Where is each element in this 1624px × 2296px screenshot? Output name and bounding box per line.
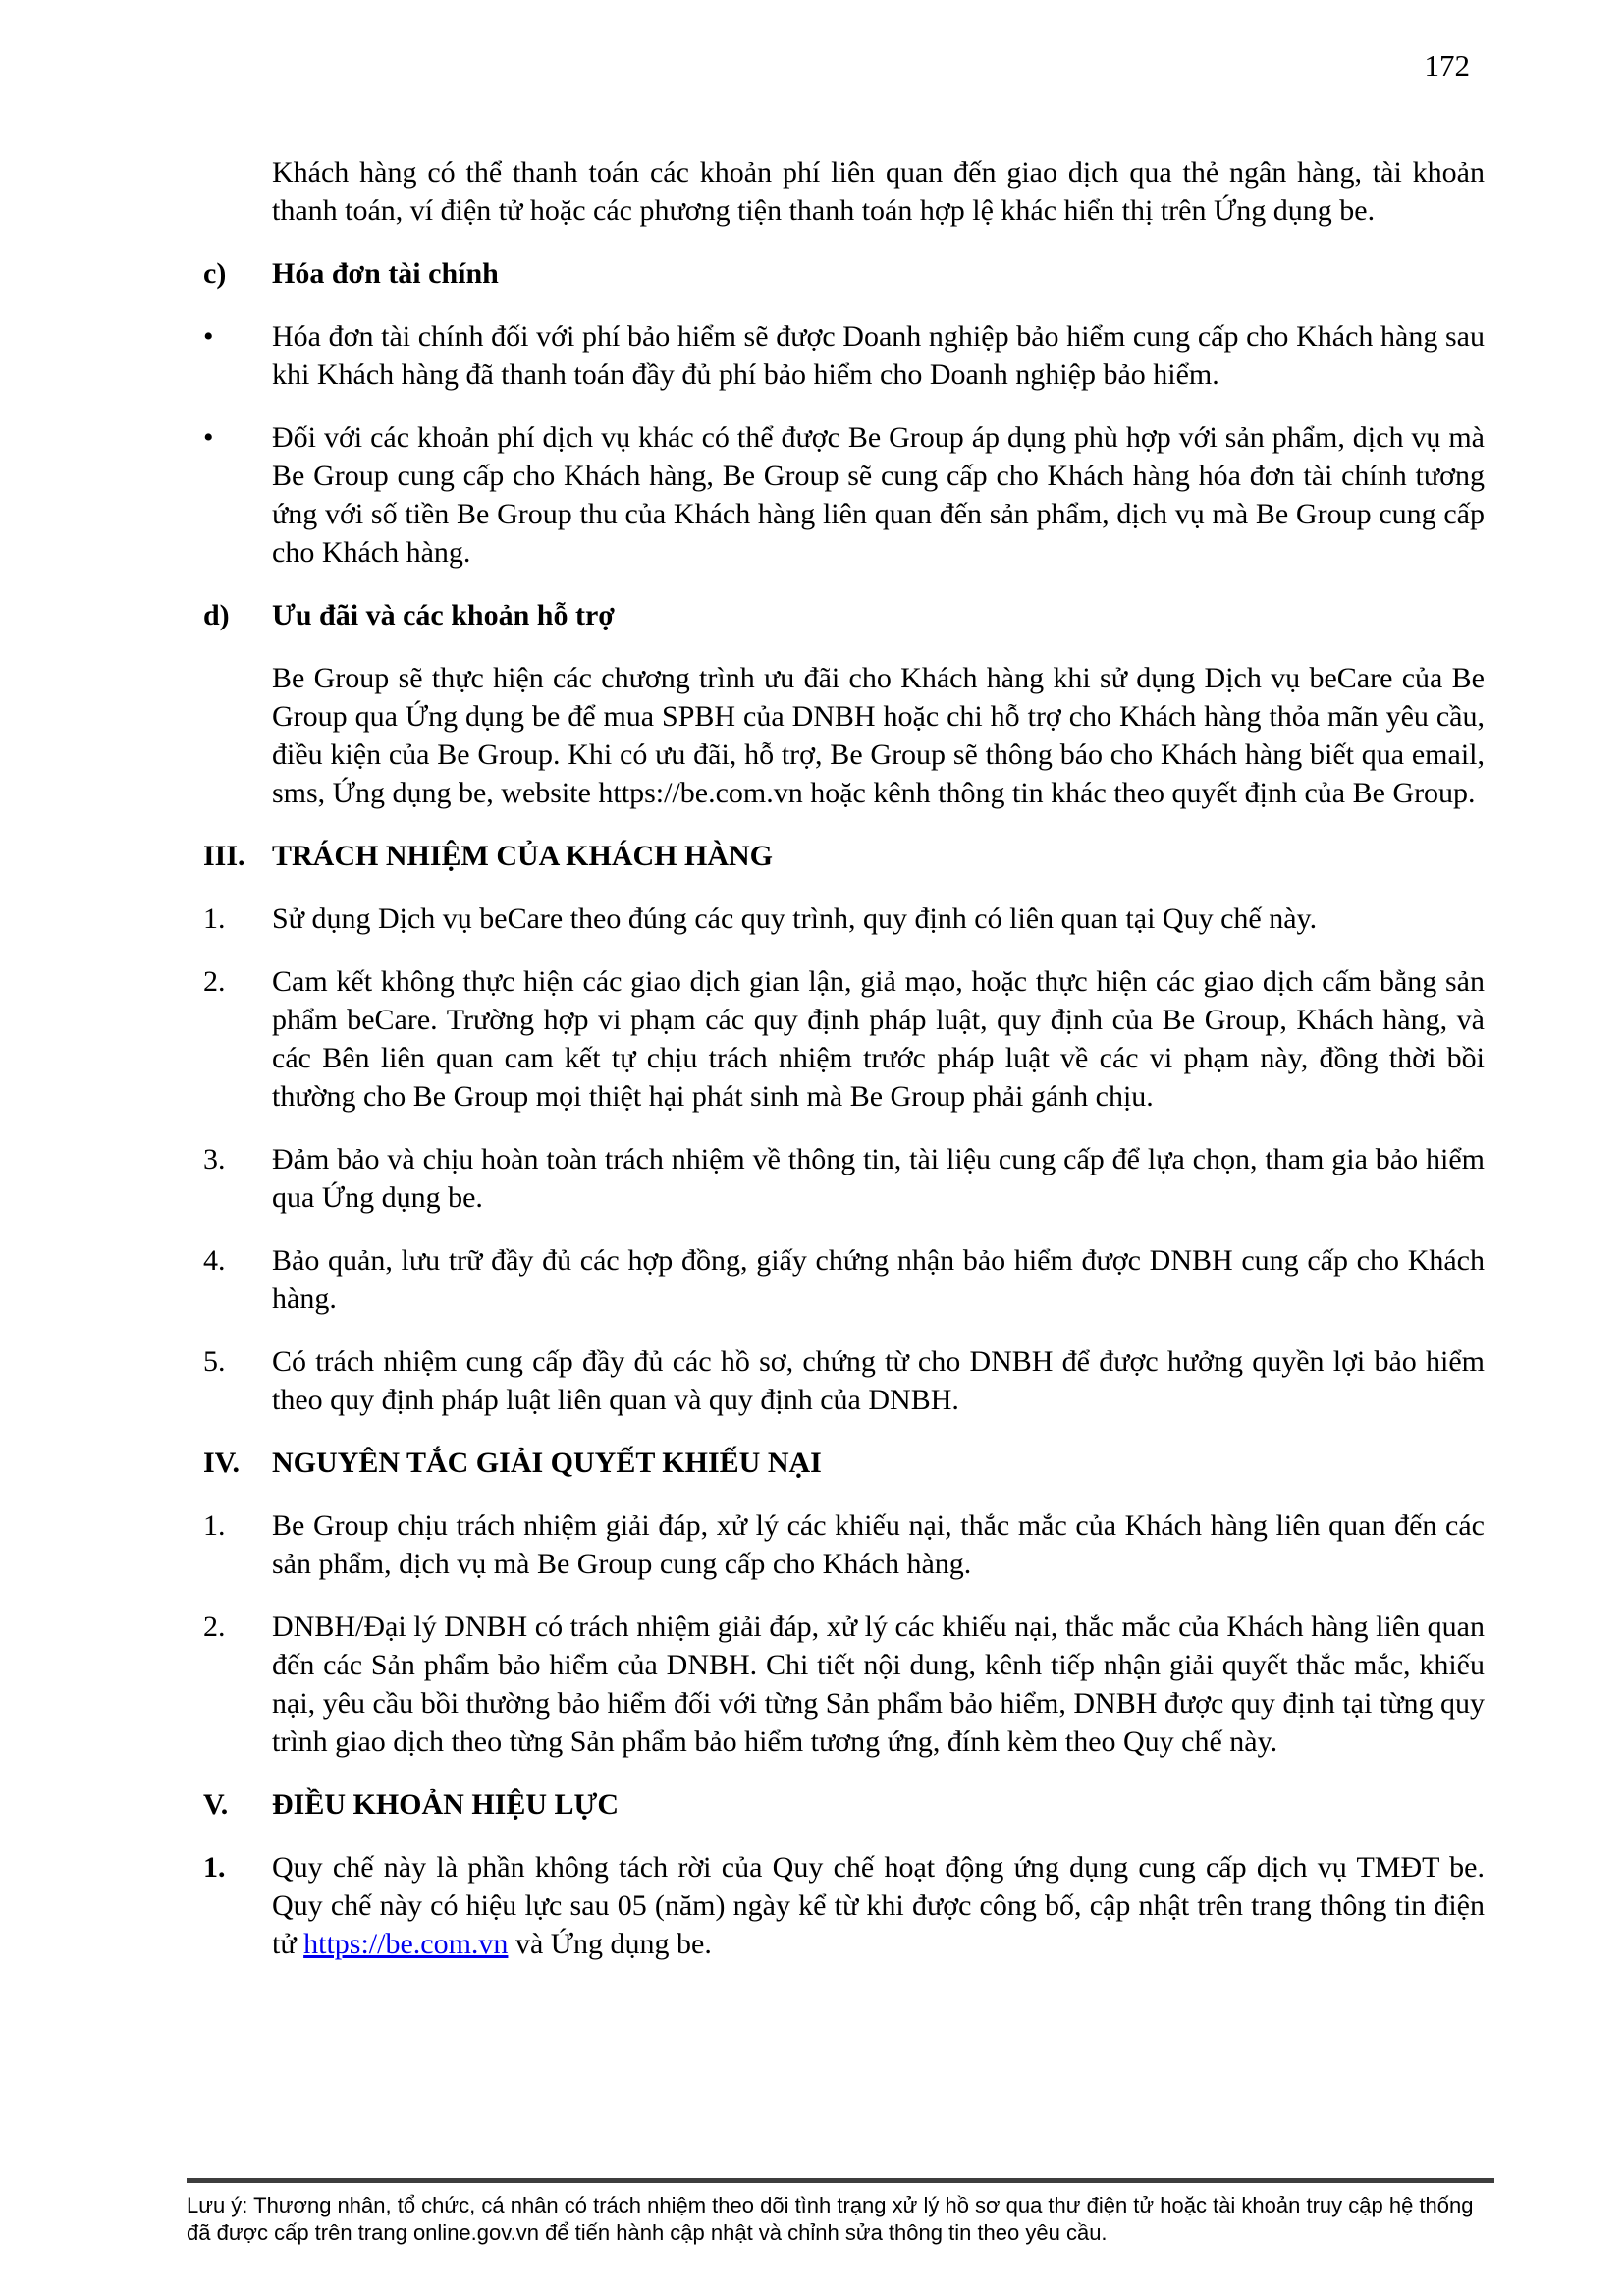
document-content xyxy=(203,153,1485,1988)
heading-section-4 xyxy=(203,1444,1485,1482)
heading-section-3-label: III. xyxy=(203,840,245,872)
list-item-text: Cam kết không thực hiện các giao dịch gian lận, giả mạo, hoặc thực hiện các giao dịch cấm bằng sản phẩm beCare. Trường hợp vi phạm các quy định pháp luật, quy định của Be Group, Khách hàng, và các Bên liên quan cam kết tự chịu trách nhiệm trước pháp luật về các vi phạm này, đồng thời bồi thường cho Be Group mọi thiệt hại phát sinh mà Be Group phải gánh chịu. xyxy=(272,965,1485,1113)
bullet-icon: • xyxy=(203,320,214,353)
paragraph-d: Be Group sẽ thực hiện các chương trình ưu đãi cho Khách hàng khi sử dụng Dịch vụ beCare của Be Group qua Ứng dụng be để mua SPBH của DNBH hoặc chi hỗ trợ cho Khách hàng thỏa mãn yêu cầu, điều kiện của Be Group. Khi có ưu đãi, hỗ trợ, Be Group sẽ thông báo cho Khách hàng biết qua email, sms, Ứng dụng be, website https://be.com.vn hoặc kênh thông tin khác theo quyết định của Be Group. xyxy=(272,662,1485,809)
list-item-number: 2. xyxy=(203,1611,226,1643)
bullet-icon: • xyxy=(203,421,214,454)
list-item-text xyxy=(272,1848,1485,1963)
list-item-s3-2 xyxy=(203,962,1485,1116)
be-com-vn-link[interactable]: https://be.com.vn xyxy=(303,1928,509,1960)
heading-section-5-label: V. xyxy=(203,1788,229,1821)
list-item-text-after: và Ứng dụng be. xyxy=(508,1928,712,1960)
bullet-item-1 xyxy=(203,317,1485,394)
list-item-s3-1 xyxy=(203,900,1485,938)
list-item-number: 4. xyxy=(203,1244,226,1277)
list-item-text-before: Quy chế này là phần không tách rời của Quy chế hoạt động ứng dụng cung cấp dịch vụ TMĐT be. Quy chế này có hiệu lực sau 05 (năm) ngày kể từ khi được công bố, cập nhật trên trang thông tin điện tử xyxy=(272,1851,1485,1960)
list-item-text: Be Group chịu trách nhiệm giải đáp, xử lý các khiếu nại, thắc mắc của Khách hàng liên quan đến các sản phẩm, dịch vụ mà Be Group cung cấp cho Khách hàng. xyxy=(272,1509,1485,1580)
list-item-s3-4 xyxy=(203,1241,1485,1318)
heading-section-3-title: TRÁCH NHIỆM CỦA KHÁCH HÀNG xyxy=(272,840,774,872)
list-item-text: DNBH/Đại lý DNBH có trách nhiệm giải đáp, xử lý các khiếu nại, thắc mắc của Khách hàng liên quan đến các Sản phẩm bảo hiểm của DNBH. Chi tiết nội dung, kênh tiếp nhận giải quyết thắc mắc, khiếu nại, yêu cầu bồi thường bảo hiểm đối với từng Sản phẩm bảo hiểm, DNBH được quy định tại từng quy trình giao dịch theo từng Sản phẩm bảo hiểm tương ứng, đính kèm theo Quy chế này. xyxy=(272,1611,1485,1758)
bullet-item-1-text: Hóa đơn tài chính đối với phí bảo hiểm sẽ được Doanh nghiệp bảo hiểm cung cấp cho Khách hàng sau khi Khách hàng đã thanh toán đầy đủ phí bảo hiểm cho Doanh nghiệp bảo hiểm. xyxy=(272,320,1485,391)
list-item-s4-1 xyxy=(203,1506,1485,1583)
list-item-s3-5 xyxy=(203,1342,1485,1419)
list-item-number: 3. xyxy=(203,1143,226,1175)
footer-note: Lưu ý: Thương nhân, tổ chức, cá nhân có trách nhiệm theo dõi tình trạng xử lý hồ sơ qua thư điện tử hoặc tài khoản truy cập hệ thống đã được cấp trên trang online.gov.vn để tiến hành cập nhật và chỉnh sửa thông tin theo yêu cầu. xyxy=(187,2193,1474,2245)
page-footer xyxy=(187,2178,1494,2247)
bullet-item-2 xyxy=(203,418,1485,572)
list-item-s3-3 xyxy=(203,1140,1485,1217)
heading-c-title: Hóa đơn tài chính xyxy=(272,257,499,290)
bullet-item-2-text: Đối với các khoản phí dịch vụ khác có thể được Be Group áp dụng phù hợp với sản phẩm, dịch vụ mà Be Group cung cấp cho Khách hàng, Be Group sẽ cung cấp cho Khách hàng hóa đơn tài chính tương ứng với số tiền Be Group thu của Khách hàng liên quan đến sản phẩm, dịch vụ mà Be Group cung cấp cho Khách hàng. xyxy=(272,421,1485,569)
heading-c-label: c) xyxy=(203,257,227,290)
list-item-number: 1. xyxy=(203,1851,226,1884)
heading-section-4-title: NGUYÊN TẮC GIẢI QUYẾT KHIẾU NẠI xyxy=(272,1447,822,1479)
heading-c xyxy=(203,254,1485,293)
list-item-number: 5. xyxy=(203,1345,226,1378)
heading-d xyxy=(203,596,1485,634)
heading-section-3 xyxy=(203,837,1485,875)
heading-section-5 xyxy=(203,1785,1485,1824)
list-item-number: 1. xyxy=(203,1509,226,1542)
list-item-text: Có trách nhiệm cung cấp đầy đủ các hồ sơ, chứng từ cho DNBH để được hưởng quyền lợi bảo hiểm theo quy định pháp luật liên quan và quy định của DNBH. xyxy=(272,1345,1485,1416)
list-item-text: Bảo quản, lưu trữ đầy đủ các hợp đồng, giấy chứng nhận bảo hiểm được DNBH cung cấp cho Khách hàng. xyxy=(272,1244,1485,1315)
list-item-s5-1 xyxy=(203,1848,1485,1963)
list-item-number: 1. xyxy=(203,902,226,935)
heading-section-4-label: IV. xyxy=(203,1447,240,1479)
list-item-text: Đảm bảo và chịu hoàn toàn trách nhiệm về thông tin, tài liệu cung cấp để lựa chọn, tham gia bảo hiểm qua Ứng dụng be. xyxy=(272,1143,1485,1214)
heading-d-label: d) xyxy=(203,599,230,631)
page-number: 172 xyxy=(1424,48,1470,82)
list-item-s4-2 xyxy=(203,1608,1485,1761)
heading-section-5-title: ĐIỀU KHOẢN HIỆU LỰC xyxy=(272,1788,620,1821)
opening-paragraph: Khách hàng có thể thanh toán các khoản phí liên quan đến giao dịch qua thẻ ngân hàng, tài khoản thanh toán, ví điện tử hoặc các phương tiện thanh toán hợp lệ khác hiển thị trên Ứng dụng be. xyxy=(272,156,1485,227)
list-item-text: Sử dụng Dịch vụ beCare theo đúng các quy trình, quy định có liên quan tại Quy chế này. xyxy=(272,902,1318,935)
list-item-number: 2. xyxy=(203,965,226,998)
heading-d-title: Ưu đãi và các khoản hỗ trợ xyxy=(272,599,615,631)
